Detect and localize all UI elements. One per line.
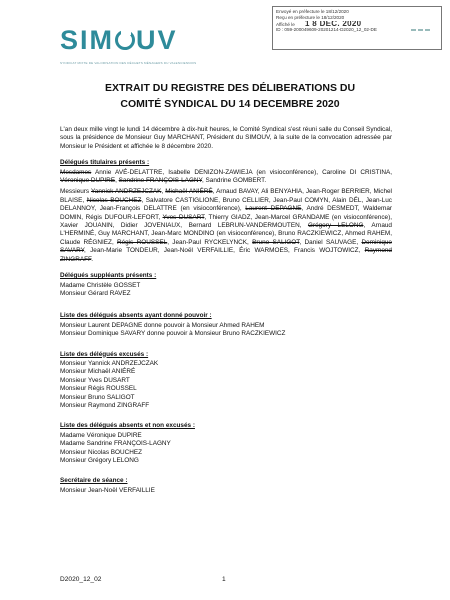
suppleants-heading: Délégués suppléants présents : [60,272,157,280]
stamp-id: ID : 059-200049609-20201214-D2020_12_02-DE [276,27,377,33]
page-number: 1 [222,576,226,583]
excuse-line: Monsieur Yannick ANDRZEJCZAK [60,359,159,367]
struck-name: Bruno SALIGOT [252,238,300,246]
logo-text-end: UV [136,25,178,55]
non-excuse-line: Monsieur Grégory LELONG [60,457,139,464]
suppleant-line: Madame Christèle GOSSET [60,281,141,289]
struck-name: Laurent DEPAGNE [245,205,302,213]
struck-name: Grégory LELONG [307,222,364,230]
non-excuse-line: Madame Véronique DUPIRE [60,431,142,439]
section-titulaires [60,159,392,264]
titulaires-heading: Délégués titulaires présents : [60,159,150,167]
name-text: , [115,177,119,185]
name-text: , Salvatore CASTIGLIONE, Bruno CELLIER, Jean-Paul COMYN, Alain DÉL, Jean-Luc DELANNOY, Jean-François DELATTRE (en visioconférence), [60,196,392,213]
name-text: , Thierry GIADZ, Jean-Marcel GRANDAME (en visioconférence), Xavier JOUANIN, Didier JOVENIAUX, Bernard LEBRUN-VANDERMOUTEN, [60,213,393,230]
section-pouvoirs [60,312,392,338]
struck-name: Nicolas BOUCHEZ [86,196,142,204]
name-text: , Arnaud L'HERMINÉ, Guy MARCHANT, Jean-Marc MONDINO (en visioconférence), Bruno RACZKIEWICZ, Ahmed RAHEM, Claude RÉGNIEZ, [60,222,392,246]
prefecture-stamp [272,6,442,50]
excuses-heading: Liste des délégués excusés : [60,350,149,358]
name-text: , Jean-Paul RYCKELYNCK, [167,238,253,246]
stamp-marks-icon [411,27,437,33]
excuse-line: Monsieur Yves DUSART [60,376,130,384]
name-text: , Daniel SAUVAGE, [299,238,362,246]
excuse-line: Monsieur Michaël ANIÉRÉ [60,368,136,376]
title-line-1: EXTRAIT DU REGISTRE DES DÉLIBERATIONS DU [104,82,356,94]
logo-text-start: SIM [60,25,115,55]
pouvoirs-heading: Liste des délégués absents ayant donné pouvoir : [60,312,212,320]
pouvoir-line: Monsieur Laurent DEPAGNE donne pouvoir à Monsieur Ahmed RAHEM [60,321,265,329]
struck-name: Yves DUSART [162,213,205,221]
struck-name: Raymond ZINGRAFF [60,247,392,263]
titulaires-mesdames [60,169,392,186]
struck-name: Mesdames [60,168,92,176]
pouvoir-line: Monsieur Dominique SAVARY donne pouvoir à Monsieur Bruno RACZKIEWICZ [60,330,286,338]
section-non-excuses [60,422,392,465]
name-text: , André DESMEDT, Waldemar DOMIN, Régis DUFOUR-LEFORT, [60,205,392,221]
name-text: Messieurs [60,188,92,196]
stamp-posted-label: Affiché le [276,21,295,27]
struck-name: Yannick ANDRZEJCZAK [91,188,162,196]
logo-o-icon [115,30,135,50]
struck-name: Michaël ANIÉRÉ [165,188,213,196]
name-text: Annie AVÉ-DELATTRE, Isabelle DENIZON-ZAWIEJA (en visioconférence), Caroline DI CRISTINA, [91,168,392,176]
name-text: , Jean-Marie TONDEUR, Jean-Noël VERFAILLIE, Éric WARMOES, Francis WOJTOWICZ, [84,247,365,255]
section-secretaire [60,477,392,495]
excuse-line: Monsieur Régis ROUSSEL [60,385,137,393]
name-text: , [161,188,166,196]
non-excuse-line: Madame Sandrine FRANÇOIS-LAGNY [60,440,171,448]
excuse-line: Monsieur Bruno SALIGOT [60,393,135,401]
excuse-line: Monsieur Raymond ZINGRAFF [60,401,150,409]
simouv-logo [60,25,178,56]
struck-name: Véronique DUPIRE [60,177,116,185]
intro-paragraph: L'an deux mille vingt le lundi 14 décembre à dix-huit heures, le Comité Syndical s'est réuni salle du Conseil Syndical, sous la présidence de Monsieur Guy MARCHANT, Président du SIMOUV, à la suite de la convocation adressée par Monsieur le Président et affichée le 8 décembre 2020. [60,126,392,150]
suppleant-line: Monsieur Gérard RAVEZ [60,289,131,297]
name-text: . [91,255,94,263]
struck-name: Dominique SAVARY [60,238,392,255]
struck-name: Sandrine FRANÇOIS-LAGNY [118,177,202,185]
stamp-posted-date: 1 8 DEC. 2020 [305,20,362,28]
stamp-sent: Envoyé en préfecture le 18/12/2020 [276,9,349,14]
logo-tagline: SYNDICAT MIXTE DE VALORISATION DES DÉCHETS MÉNAGERS DU VALENCIENNOIS [60,61,197,65]
document-reference: D2020_12_02 [60,576,102,583]
document-body [60,126,392,495]
section-suppleants [60,272,392,298]
non-excuse-line: Monsieur Nicolas BOUCHEZ [60,448,143,456]
name-text: , Arnaud BAVAY, Ali BENYAHIA, Jean-Roger BERRIER, Michel BLAISE, [60,188,392,204]
stamp-received: Reçu en préfecture le 18/12/2020 [276,14,345,20]
titulaires-messieurs [60,188,392,264]
struck-name: Régis ROUSSEL [117,238,168,246]
section-excuses [60,351,392,411]
secretaire-line: Monsieur Jean-Noël VERFAILLIE [60,486,155,494]
name-text: , Sandrine GOMBERT. [201,177,267,185]
non-excuses-heading: Liste des délégués absents et non excusés : [60,422,195,430]
secretaire-heading: Secrétaire de séance : [60,477,128,485]
document-title [40,80,420,112]
title-line-2: COMITÉ SYNDICAL DU 14 DECEMBRE 2020 [120,98,340,110]
